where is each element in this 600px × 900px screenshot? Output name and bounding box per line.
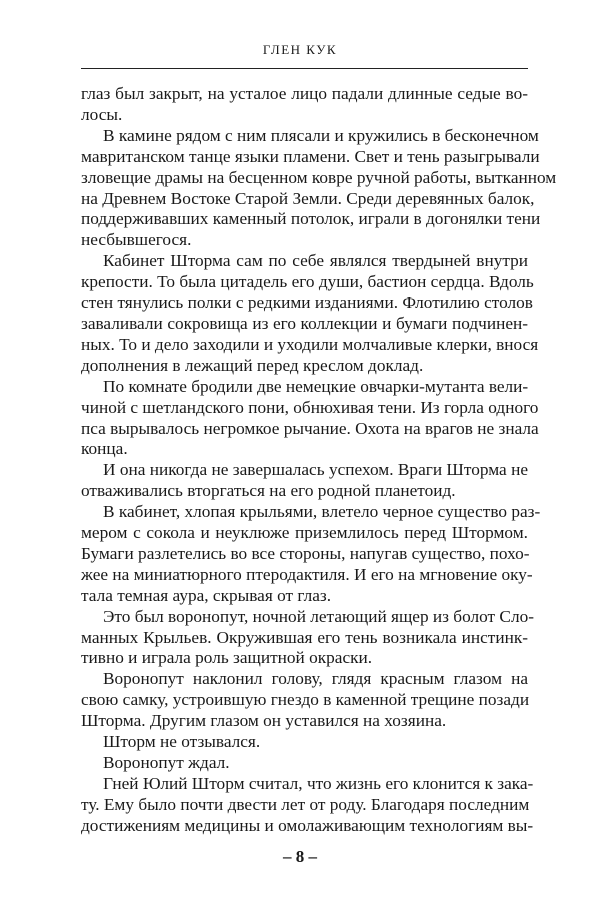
text-line: В камине рядом с ним плясали и кружились в бесконечном xyxy=(103,125,539,145)
text-line: заваливали сокровища из его коллекции и бумаги подчинен- xyxy=(81,313,528,333)
text-line: чиной с шетландского пони, обнюхивая тени. Из горла одного xyxy=(81,397,539,417)
text-line: Шторма. Другим глазом он уставился на хозяина. xyxy=(81,711,447,731)
text-line: глаз был закрыт, на усталое лицо падали длинные седые во- xyxy=(81,84,528,103)
text-line: тивно и играла роль защитной окраски. xyxy=(81,648,373,668)
text-line: лосы. xyxy=(81,104,123,124)
text-line: Воронопут наклонил голову, глядя красным глазом на xyxy=(103,669,528,689)
header-rule xyxy=(81,68,528,69)
text-line: свою самку, устроившую гнездо в каменной трещине позади xyxy=(81,690,530,710)
text-line: Это был воронопут, ночной летающий ящер из болот Сло- xyxy=(103,606,534,626)
running-header: ГЛЕН КУК xyxy=(262,42,338,57)
text-line: крепости. То была цитадель его души, бастион сердца. Вдоль xyxy=(81,272,534,292)
text-line: тала темная аура, скрывая от глаз. xyxy=(81,585,332,605)
text-line: По комнате бродили две немецкие овчарки-мутанта вели- xyxy=(103,376,529,396)
text-line: мером с сокола и неуклюже приземлилось перед Штормом. xyxy=(81,523,528,543)
text-line: Кабинет Шторма сам по себе являлся твердыней внутри xyxy=(103,251,528,271)
text-line: отваживались вторгаться на его родной планетоид. xyxy=(81,481,456,501)
text-line: ных. То и дело заходили и уходили молчаливые клерки, внося xyxy=(81,334,539,354)
text-line: пса вырывалось негромкое рычание. Охота на врагов не знала xyxy=(81,418,539,438)
text-line: Шторм не отзывался. xyxy=(103,732,261,752)
text-line: И она никогда не завершалась успехом. Враги Шторма не xyxy=(103,460,528,480)
text-line: несбывшегося. xyxy=(81,230,192,250)
page-number: – 8 – xyxy=(283,847,317,866)
text-line: Бумаги разлетелись во все стороны, напугав существо, похо- xyxy=(81,543,530,563)
text-line: стен тянулись полки с редкими изданиями. Флотилию столов xyxy=(81,293,533,313)
text-line: конца. xyxy=(81,439,128,459)
text-line: на Древнем Востоке Старой Земли. Среди деревянных балок, xyxy=(81,188,535,208)
text-line: Гней Юлий Шторм считал, что жизнь его клонится к зака- xyxy=(103,773,534,793)
text-line: манных Крыльев. Окружившая его тень возникала инстинк- xyxy=(81,627,528,647)
text-line: поддерживавших каменный потолок, играли в догонялки тени xyxy=(81,209,541,229)
text-line: ту. Ему было почти двести лет от роду. Благодаря последним xyxy=(81,794,530,814)
text-line: Воронопут ждал. xyxy=(103,753,230,772)
text-line: дополнения в лежащий перед креслом доклад. xyxy=(81,355,424,375)
text-line: зловещие драмы на бесценном ковре ручной работы, вытканном xyxy=(81,167,557,187)
body-text xyxy=(81,84,557,837)
text-line: В кабинет, хлопая крыльями, влетело черное существо раз- xyxy=(103,502,541,522)
text-line: жее на миниатюрного птеродактиля. И его на мгновение оку- xyxy=(81,564,533,584)
text-line: мавританском танце языки пламени. Свет и тень разыгрывали xyxy=(81,146,540,166)
text-line: достижениям медицины и омолаживающим технологиям вы- xyxy=(81,815,534,835)
